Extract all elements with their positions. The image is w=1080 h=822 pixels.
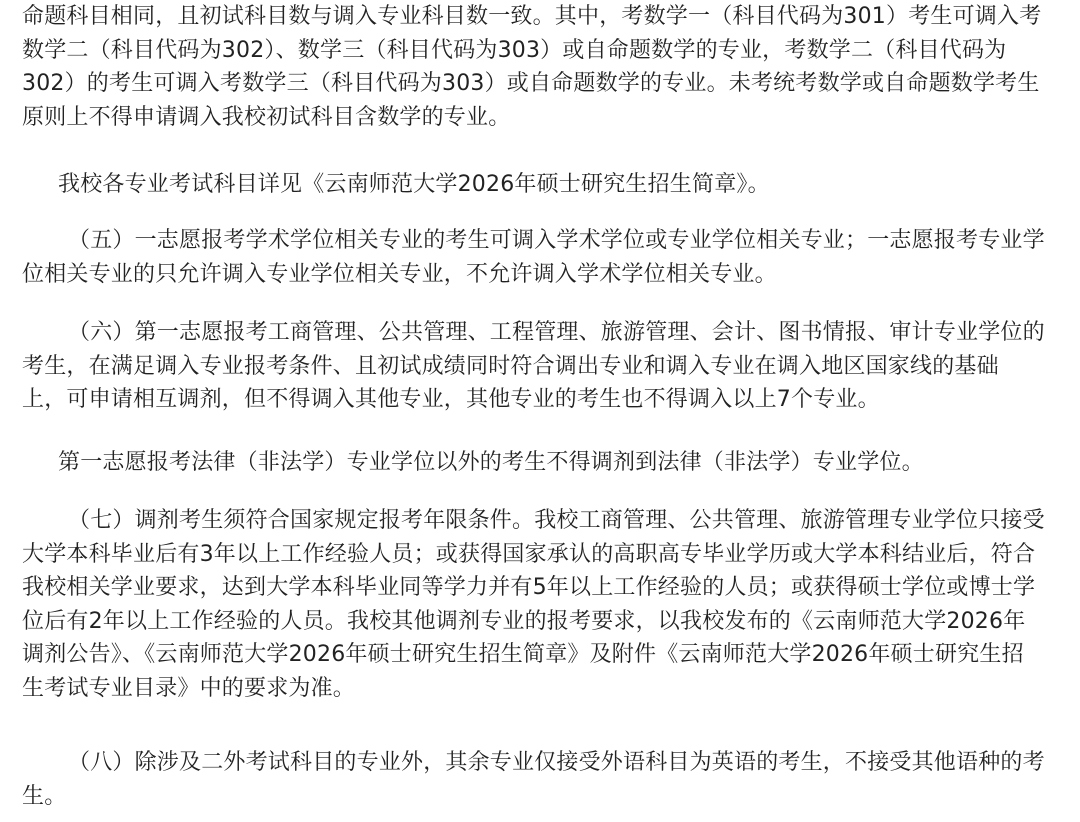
text-line: 考生，在满足调入专业报考条件、且初试成绩同时符合调出专业和调入专业在调入地区国家线的基础	[22, 353, 999, 379]
text-line: 上，可申请相互调剂，但不得调入其他专业，其他专业的考生也不得调入以上7个专业。	[22, 387, 880, 412]
text-line: 生考试专业目录》中的要求为准。	[22, 675, 356, 701]
text-line: （五）一志愿报考学术学位相关专业的考生可调入学术学位或专业学位相关专业；一志愿报考专业学	[68, 228, 1045, 253]
text-line: 第一志愿报考法律（非法学）专业学位以外的考生不得调剂到法律（非法学）专业学位。	[58, 450, 924, 475]
paragraph-law-transfer-rule	[22, 446, 924, 480]
text-line: 生。	[22, 783, 67, 809]
text-line: （七）调剂考生须符合国家规定报考年限条件。我校工商管理、公共管理、旅游管理专业学位只接受	[68, 508, 1045, 533]
text-line: 302）的考生可调入考数学三（科目代码为303）或自命题数学的专业。未考统考数学或自命题数学考生	[22, 71, 1040, 96]
text-line: 我校相关学业要求，达到大学本科毕业同等学力并有5年以上工作经验的人员；或获得硕士学位或博士学	[22, 575, 1036, 600]
text-line: 数学二（科目代码为302）、数学三（科目代码为303）或自命题数学的专业，考数学二（科目代码为	[22, 37, 1007, 63]
text-line: 位后有2年以上工作经验的人员。我校其他调剂专业的报考要求，以我校发布的《云南师范大学2026年	[22, 608, 1026, 634]
text-line: 大学本科毕业后有3年以上工作经验人员；或获得国家承认的高职高专毕业学历或大学本科结业后，符合	[22, 541, 1036, 567]
paragraph-exam-subjects-reference	[22, 168, 770, 202]
text-line: 位相关专业的只允许调入专业学位相关专业，不允许调入学术学位相关专业。	[22, 261, 777, 287]
paragraph-math-transfer-rules	[22, 0, 1041, 134]
text-line: 调剂公告》、《云南师范大学2026年硕士研究生招生简章》及附件《云南师范大学2026年硕士研究生招	[22, 642, 1024, 667]
text-line: 我校各专业考试科目详见《云南师范大学2026年硕士研究生招生简章》。	[58, 172, 770, 197]
paragraph-item-6	[22, 316, 1045, 417]
paragraph-item-8	[22, 746, 1045, 813]
text-line: （八）除涉及二外考试科目的专业外，其余专业仅接受外语科目为英语的考生，不接受其他语种的考	[68, 750, 1045, 775]
text-line: （六）第一志愿报考工商管理、公共管理、工程管理、旅游管理、会计、图书情报、审计专业学位的	[68, 320, 1045, 345]
text-line: 命题科目相同，且初试科目数与调入专业科目数一致。其中，考数学一（科目代码为301）考生可调入考	[22, 4, 1042, 29]
text-line: 原则上不得申请调入我校初试科目含数学的专业。	[22, 104, 511, 130]
paragraph-item-7	[22, 504, 1045, 705]
paragraph-item-5	[22, 224, 1045, 291]
